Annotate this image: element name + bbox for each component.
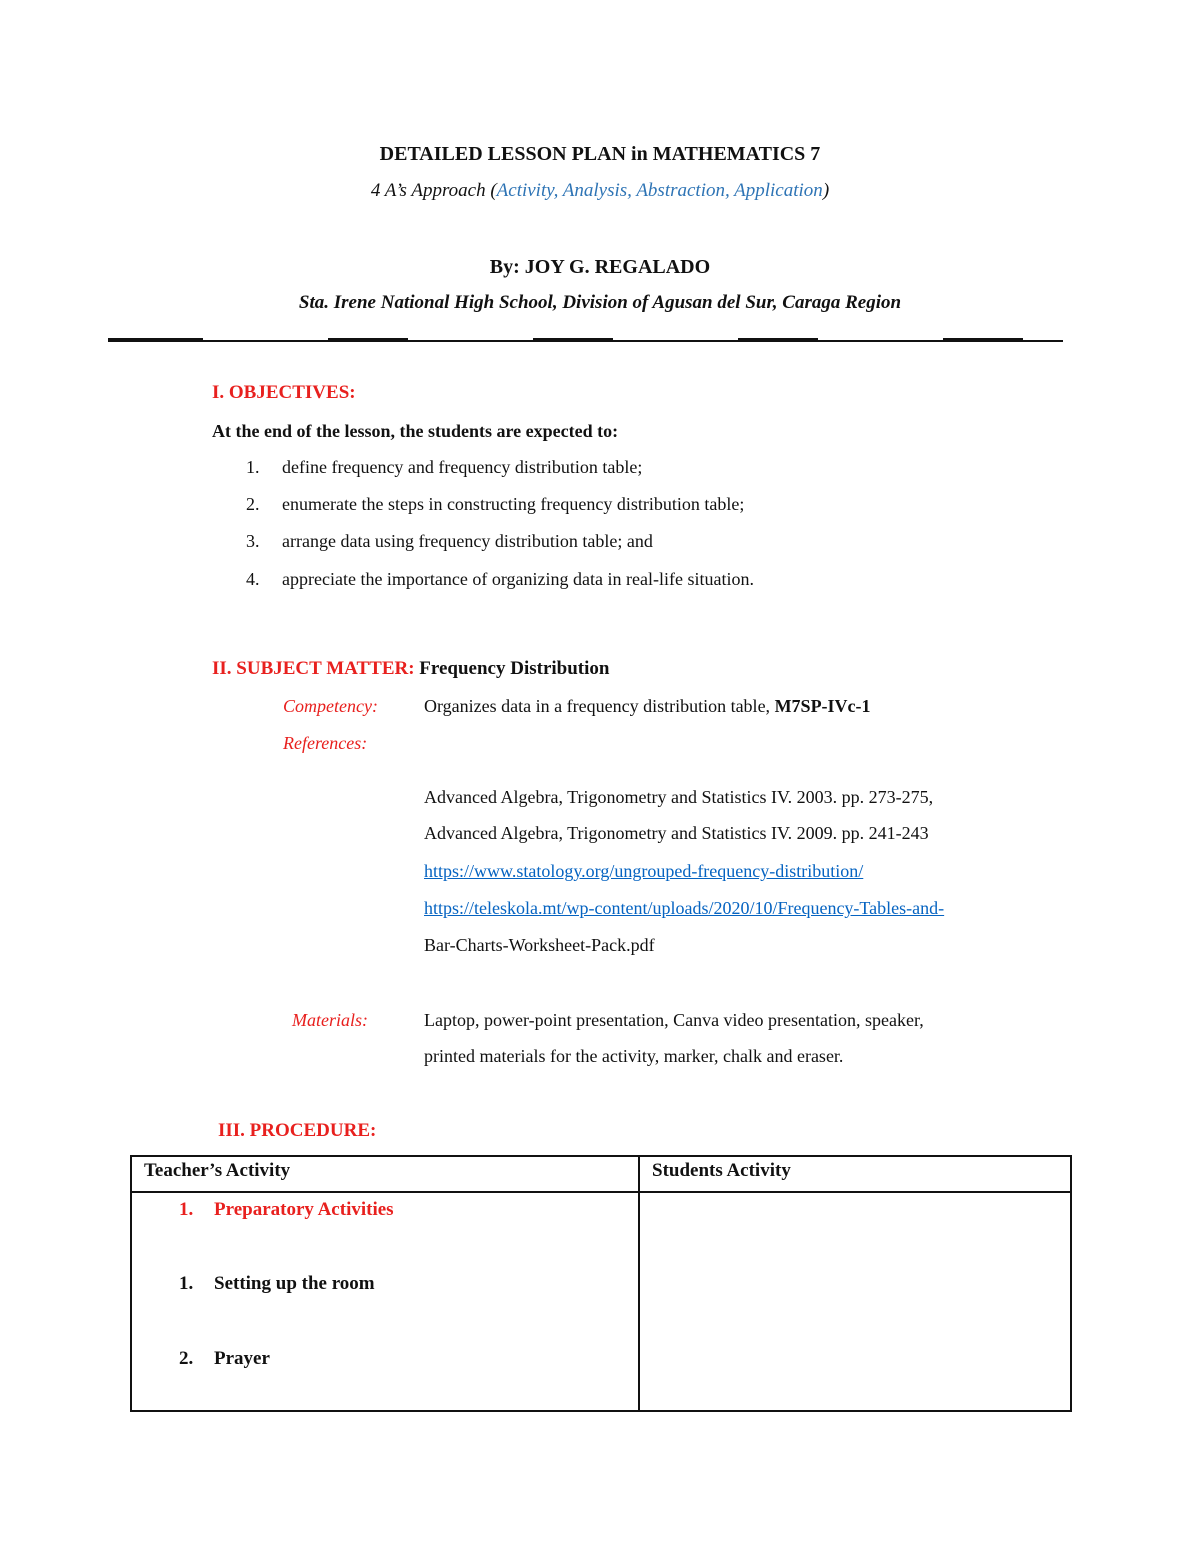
teacher-activity-header: Teacher’s Activity	[131, 1156, 639, 1192]
objective-number: 1.	[246, 457, 260, 477]
reference-item: Advanced Algebra, Trigonometry and Statistics IV. 2009. pp. 241-243	[424, 823, 929, 843]
objective-number: 2.	[246, 494, 260, 514]
approach-prefix: 4 A’s Approach (	[370, 180, 497, 201]
step-number: 1.	[179, 1273, 194, 1294]
step-prayer	[179, 1348, 270, 1370]
objectives-heading: I. OBJECTIVES:	[212, 382, 356, 403]
table-header-row	[131, 1156, 1071, 1192]
reference-item: Advanced Algebra, Trigonometry and Statistics IV. 2003. pp. 273-275,	[424, 787, 934, 807]
step-label: Prayer	[214, 1348, 270, 1369]
materials-label: Materials:	[292, 1010, 368, 1030]
procedure-table	[130, 1155, 1072, 1412]
objective-text: enumerate the steps in constructing frequency distribution table;	[282, 494, 745, 514]
step-label: Setting up the room	[214, 1273, 375, 1294]
reference-link[interactable]: https://www.statology.org/ungrouped-frequency-distribution/	[424, 861, 864, 881]
reference-link[interactable]: https://teleskola.mt/wp-content/uploads/2020/10/Frequency-Tables-and-	[424, 898, 945, 918]
step-number: 2.	[179, 1348, 194, 1369]
references-label: References:	[283, 733, 368, 753]
procedure-heading: III. PROCEDURE:	[218, 1120, 377, 1141]
subject-matter-topic: Frequency Distribution	[419, 658, 610, 679]
students-activity-cell	[639, 1192, 1071, 1411]
approach-suffix: )	[822, 180, 830, 201]
document-title: DETAILED LESSON PLAN in MATHEMATICS 7	[379, 143, 821, 165]
objective-text: appreciate the importance of organizing data in real-life situation.	[282, 569, 754, 589]
approach-steps: Activity, Analysis, Abstraction, Application	[496, 180, 823, 201]
objectives-intro: At the end of the lesson, the students are expected to:	[212, 421, 619, 441]
approach-subtitle	[0, 180, 1200, 202]
objective-text: define frequency and frequency distribution table;	[282, 457, 643, 477]
competency-value	[424, 696, 871, 717]
competency-label: Competency:	[283, 696, 378, 716]
step-setting-up-room	[179, 1273, 375, 1295]
preparatory-activities	[179, 1199, 394, 1221]
materials-line-2: printed materials for the activity, marker, chalk and eraser.	[424, 1046, 844, 1066]
teacher-activity-cell	[131, 1192, 639, 1411]
competency-code: M7SP-IVc-1	[774, 696, 871, 716]
header-divider	[108, 338, 1063, 346]
objective-text: arrange data using frequency distribution table; and	[282, 531, 653, 551]
objective-item-1	[246, 457, 642, 478]
competency-text: Organizes data in a frequency distribution table,	[424, 696, 771, 716]
materials-line-1: Laptop, power-point presentation, Canva video presentation, speaker,	[424, 1010, 924, 1030]
preparatory-label: Preparatory Activities	[214, 1199, 394, 1220]
author-line: By: JOY G. REGALADO	[489, 256, 711, 278]
objective-item-3	[246, 531, 653, 552]
table-row	[131, 1192, 1071, 1411]
objective-item-4	[246, 569, 754, 590]
subject-matter-heading-line	[212, 658, 609, 680]
subject-matter-heading: II. SUBJECT MATTER:	[212, 658, 415, 679]
preparatory-number: 1.	[179, 1199, 194, 1220]
school-line: Sta. Irene National High School, Division of Agusan del Sur, Caraga Region	[298, 292, 902, 313]
students-activity-header: Students Activity	[639, 1156, 1071, 1192]
objective-number: 3.	[246, 531, 260, 551]
objective-number: 4.	[246, 569, 260, 589]
reference-link-continuation: Bar-Charts-Worksheet-Pack.pdf	[424, 935, 655, 955]
objective-item-2	[246, 494, 744, 515]
